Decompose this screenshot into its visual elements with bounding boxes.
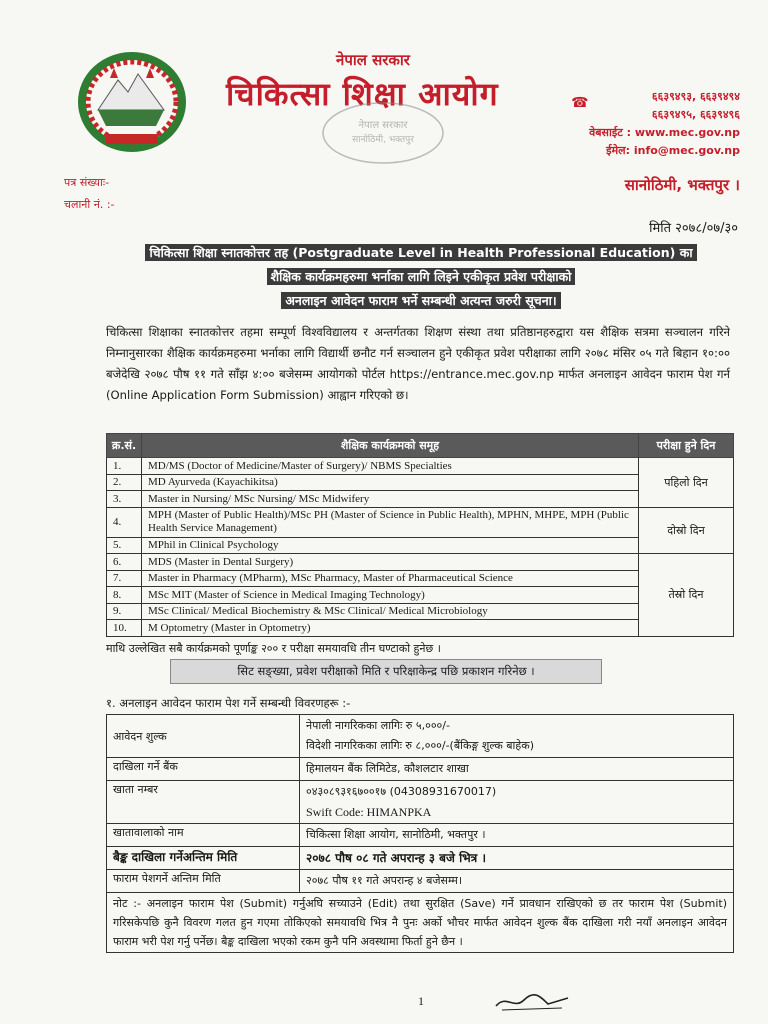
program-name: MD Ayurveda (Kayachikitsa): [142, 474, 639, 491]
table-row: [107, 893, 734, 953]
bank-label: दाखिला गर्ने बैंक: [107, 758, 300, 781]
table-row: [107, 758, 734, 781]
account-number: ०४३०८९३१६७००१७ (04308931670017): [306, 785, 497, 798]
exam-day-3: तेस्रो दिन: [639, 554, 734, 637]
program-name: M Optometry (Master in Optometry): [142, 620, 639, 637]
program-name: Master in Nursing/ MSc Nursing/ MSc Midwifery: [142, 491, 639, 508]
program-name: MSc Clinical/ Medical Biochemistry & MSc Clinical/ Medical Microbiology: [142, 603, 639, 620]
program-name: Master in Pharmacy (MPharm), MSc Pharmacy, Master of Pharmaceutical Science: [142, 570, 639, 587]
table-row: [107, 715, 734, 758]
form-deadline-label: फाराम पेशगर्ने अन्तिम मिति: [107, 870, 300, 893]
form-deadline-value: २०७८ पौष ११ गते अपरान्ह ४ बजेसम्म।: [300, 870, 734, 893]
column-header-program: शैक्षिक कार्यक्रमको समूह: [142, 434, 639, 458]
holder-value: चिकित्सा शिक्षा आयोग, सानोठिमी, भक्तपुर ।: [300, 824, 734, 847]
program-table: [106, 433, 734, 637]
row-number: 6.: [107, 554, 142, 571]
fee-label: आवेदन शुल्क: [107, 715, 300, 758]
table-row: [107, 847, 734, 870]
nepal-emblem-icon: [76, 50, 188, 154]
account-label: खाता नम्बर: [107, 781, 300, 824]
commission-name: चिकित्सा शिक्षा आयोग: [226, 75, 499, 113]
fee-foreign: विदेशी नागरिकका लागिः रु ८,०००/-(बैंकिङ्ग शुल्क बाहेक): [306, 739, 534, 752]
refund-note: नोट :- अनलाइन फाराम पेश (Submit) गर्नुअघि सच्याउने (Edit) तथा सुरक्षित (Save) गर्ने प्रावधान राखिएको छ तर फाराम पेश (Submit) गरिसकेपछि कुनै विवरण गलत हुन गएमा तोकिएको समयावधि भित्र नै पुनः अर्को भौचर मार्फत आवेदन शुल्क बैंक दाखिला गरी नयाँ अनलाइन आवेदन फाराम भरी पेश गर्नु पर्नेछ। बैङ्क दाखिला भएको रकम कुनै पनि अवस्थामा फिर्ता हुने छैन ।: [107, 893, 734, 953]
deposit-deadline-value: २०७८ पौष ०८ गते अपरान्ह ३ बजे भित्र ।: [300, 847, 734, 870]
program-name: MPhil in Clinical Psychology: [142, 537, 639, 554]
program-name: MPH (Master of Public Health)/MSc PH (Master of Science in Public Health), MPHN, MHPE, MPH (Public Health Service Management): [142, 507, 639, 537]
contact-block: [571, 88, 740, 160]
signature-icon: [492, 988, 572, 1014]
office-stamp: [318, 98, 448, 168]
row-number: 9.: [107, 603, 142, 620]
section-1-heading: १. अनलाइन आवेदन फाराम पेश गर्ने सम्बन्धी विवरणहरू :-: [106, 696, 351, 710]
table-row: [107, 458, 734, 475]
letter-number-label: पत्र संख्याः-: [64, 176, 110, 189]
office-location: सानोठिमी, भक्तपुर ।: [624, 176, 740, 194]
government-name: नेपाल सरकार: [336, 51, 410, 69]
application-details-table: [106, 714, 734, 953]
program-name: MD/MS (Doctor of Medicine/Master of Surgery)/ NBMS Specialties: [142, 458, 639, 475]
row-number: 4.: [107, 507, 142, 537]
row-number: 7.: [107, 570, 142, 587]
table-row: [107, 507, 734, 537]
program-name: MDS (Master in Dental Surgery): [142, 554, 639, 571]
seat-notice-box: सिट सङ्ख्या, प्रवेश परीक्षाको मिति र परिक्षाकेन्द्र पछि प्रकाशन गरिनेछ ।: [170, 659, 602, 684]
exam-day-2: दोस्रो दिन: [639, 507, 734, 554]
notice-title-line-2: शैक्षिक कार्यक्रमहरुमा भर्नाका लागि लिइने एकीकृत प्रवेश परीक्षाको: [110, 265, 732, 289]
reference-block: [64, 172, 115, 216]
swift-code: Swift Code: HIMANPKA: [306, 805, 432, 819]
svg-text:नेपाल सरकार: नेपाल सरकार: [358, 120, 408, 131]
svg-text:सानोठिमी, भक्तपुर: सानोठिमी, भक्तपुर: [352, 135, 414, 145]
bank-value: हिमालयन बैंक लिमिटेड, कौशलटार शाखा: [300, 758, 734, 781]
account-value: [300, 781, 734, 824]
table-row: [107, 870, 734, 893]
letter-date: मिति २०७८/०७/३०: [649, 221, 738, 236]
deposit-deadline-label: बैङ्क दाखिला गर्नेअन्तिम मिति: [107, 847, 300, 870]
holder-label: खातावालाको नाम: [107, 824, 300, 847]
table-row: [107, 781, 734, 824]
notice-title-line-3: अनलाइन आवेदन फाराम भर्ने सम्बन्धी अत्यन्त जरुरी सूचना।: [110, 289, 732, 313]
row-number: 8.: [107, 587, 142, 604]
table-row: [107, 824, 734, 847]
column-header-sn: क्र.सं.: [107, 434, 142, 458]
program-name: MSc MIT (Master of Science in Medical Imaging Technology): [142, 587, 639, 604]
row-number: 2.: [107, 474, 142, 491]
notice-title-line-1: चिकित्सा शिक्षा स्नातकोत्तर तह (Postgraduate Level in Health Professional Education) का: [110, 241, 732, 265]
exam-day-1: पहिलो दिन: [639, 458, 734, 508]
intro-paragraph: चिकित्सा शिक्षाका स्नातकोत्तर तहमा सम्पूर्ण विश्वविद्यालय र अन्तर्गतका शिक्षण संस्था तथा प्रतिष्ठानहरुद्वारा यस शैक्षिक सत्रमा सञ्चालन गरिने निम्नानुसारका शैक्षिक कार्यक्रमहरुमा भर्नाका लागि विद्यार्थी छनौट गर्न सञ्चालन हुने एकीकृत प्रवेश परीक्षाका लागि २०७८ मंसिर ०५ गते बिहान १०:०० बजेदेखि २०७८ पौष ११ गते साँझ ४:०० बजेसम्म आयोगको पोर्टल https://entrance.mec.gov.np मार्फत अनलाइन आवेदन फाराम पेश गर्न (Online Application Form Submission) आह्वान गरिएको छ।: [106, 325, 730, 402]
dispatch-number-label: चलानी नं. :-: [64, 198, 115, 211]
phone-numbers-2: ६६३९४९५, ६६३९४९६: [651, 108, 740, 121]
table-row: [107, 554, 734, 571]
fee-nepali: नेपाली नागरिकका लागिः रु ५,०००/-: [306, 719, 450, 732]
full-marks-note: माथि उल्लेखित सबै कार्यक्रमको पूर्णाङ्क २०० र परीक्षा समयावधि तीन घण्टाको हुनेछ ।: [106, 642, 441, 655]
page-number: 1: [418, 994, 424, 1008]
row-number: 5.: [107, 537, 142, 554]
row-number: 3.: [107, 491, 142, 508]
column-header-exam-day: परीक्षा हुने दिन: [639, 434, 734, 458]
phone-numbers-1: ६६३९४९३, ६६३९४९४: [651, 90, 740, 103]
fee-value: [300, 715, 734, 758]
website[interactable]: वेबसाईट : www.mec.gov.np: [589, 126, 740, 139]
email[interactable]: ईमेल: info@mec.gov.np: [606, 144, 740, 157]
row-number: 1.: [107, 458, 142, 475]
row-number: 10.: [107, 620, 142, 637]
phone-icon: ☎: [571, 95, 589, 111]
